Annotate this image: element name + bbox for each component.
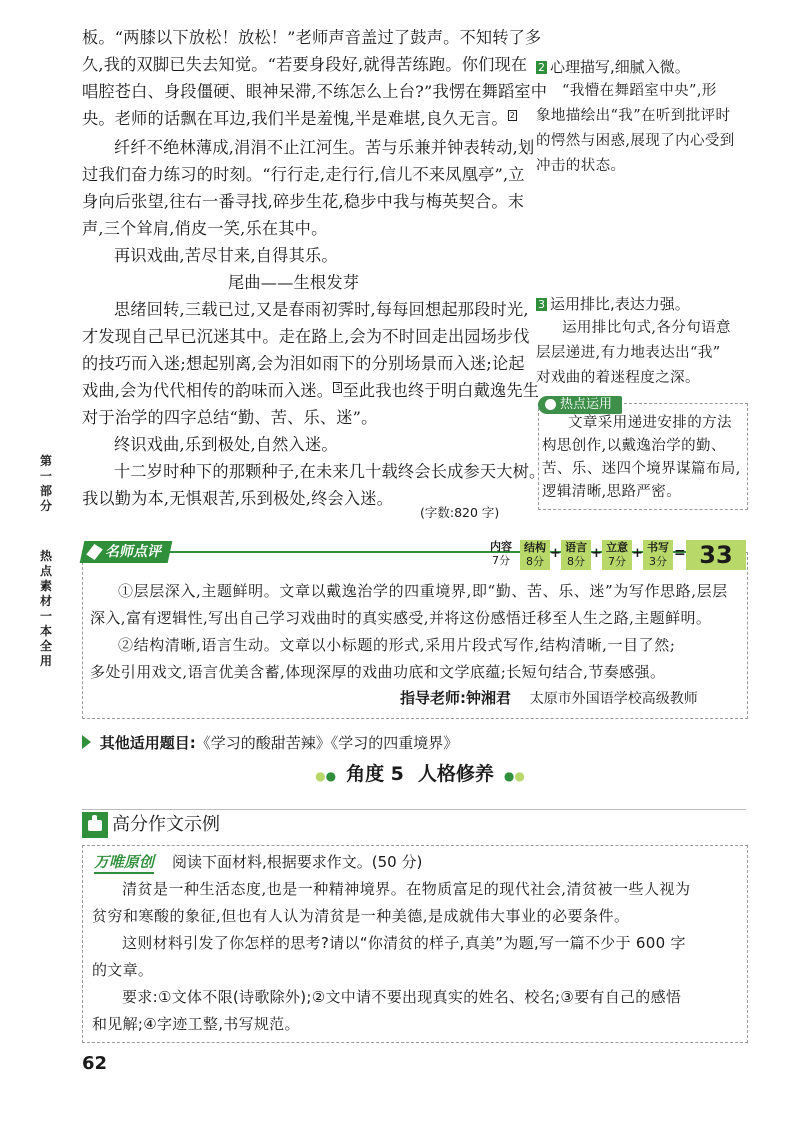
total-score: 33 (699, 541, 733, 569)
annotation-text: 运用排比句式,各分句语意 (562, 320, 731, 336)
score-value: 7分 (608, 555, 626, 568)
plus-sign: + (550, 546, 561, 561)
essay-line: 终识戏曲,乐到极处,自然入迷。 (114, 435, 338, 454)
essay-line: 才发现自己早已沉迷其中。走在路上,会为不时回走出园场步伐 (82, 327, 530, 346)
dot-icon: ● (315, 769, 326, 783)
annotation-3 (536, 295, 756, 391)
annotation-text: 象地描绘出“我”在听到批评时 (536, 108, 731, 124)
review-tag: 名师点评 (80, 541, 173, 563)
score-label: 内容 (490, 540, 512, 553)
annotation-text: 对戏曲的着迷程度之深。 (536, 370, 700, 386)
review-teacher (400, 688, 698, 709)
review-line: ②结构清晰,语言生动。文章以小标题的形式,采用片段式写作,结构清晰,一目了然; (118, 636, 676, 654)
annotation-marker: 3 (335, 383, 341, 392)
section-subtitle: 尾曲——生根发芽 (228, 273, 360, 292)
essay-line: 过我们奋力练习的时刻。“行行走,走行行,信儿不来凤凰亭”,立 (82, 165, 525, 184)
essay-line: 的技巧而入迷;想起别离,会为泪如雨下的分别场景而入迷;论起 (82, 354, 525, 373)
annotation-number: 3 (538, 298, 545, 311)
review-line: ①层层深入,主题鲜明。文章以戴逸治学的四重境界,即“勤、苦、乐、迷”为写作思路,层层 (118, 582, 728, 600)
essay-line: 声,三个耸肩,俏皮一笑,乐在其中。 (82, 219, 328, 238)
prompt-line: 贫穷和寒酸的象征,但也有人认为清贫是一种美德,是成就伟大事业的必要条件。 (92, 907, 630, 925)
angle-heading: ●● 角度 5 人格修养 ●● (315, 763, 525, 785)
other-topics: 其他适用题目:《学习的酸甜苦辣》《学习的四重境界》 (82, 733, 458, 753)
essay-line: 久,我的双脚已失去知觉。“若要身段好,就得苦练跑。你们现在 (82, 55, 528, 74)
essay-line: 身向后张望,往右一番寻找,碎步生花,稳步中我与梅英契合。末 (82, 192, 525, 211)
score-value: 8分 (526, 555, 544, 568)
essay-line: 央。老师的话飘在耳边,我们半是羞愧,半是难堪,良久无言。 2 (82, 109, 516, 128)
plus-sign: + (591, 546, 602, 561)
score-label: 结构 (524, 541, 546, 554)
annotation-text: 层层递进,有力地表达出“我” (536, 345, 721, 361)
score-value: 8分 (567, 555, 585, 568)
essay-line: 对于治学的四字总结“勤、苦、乐、迷”。 (82, 408, 378, 427)
annotation-text: 冲击的状态。 (536, 158, 626, 174)
plus-sign: + (632, 546, 643, 561)
pen-icon (86, 544, 103, 560)
hot-topic-text: 文章采用递进安排的方法 构思创作,以戴逸治学的勤、 苦、乐、迷四个境界谋篇布局, 逻辑清晰,思路严密。 (542, 415, 741, 500)
essay-line: 思绪回转,三载已过,又是春雨初霁时,每每回想起那段时光, (114, 300, 529, 319)
hot-topic-tag: 热点运用 (538, 396, 622, 414)
prompt-line: 清贫是一种生活态度,也是一种精神境界。在物质富足的现代社会,清贫被一些人视为 (122, 880, 691, 898)
lightbulb-icon (545, 399, 556, 410)
review-line: 深入,富有逻辑性,写出自己学习戏曲时的真实感受,并将这份感悟迁移至人生之路,主题鲜明。 (90, 609, 712, 627)
annotation-marker: 2 (509, 111, 516, 120)
essay-line: 再识戏曲,苦尽甘来,自得其乐。 (114, 246, 338, 265)
prompt-line: 这则材料引发了你怎样的思考?请以“你清贫的样子,真美”为题,写一篇不少于 600 字 (122, 934, 686, 952)
score-label: 书写 (647, 541, 669, 554)
dot-icon: ● (503, 769, 515, 783)
equals-sign: = (674, 545, 686, 561)
essay-line: 唱腔苍白、身段僵硬、眼神呆滞,不练怎么上台?”我愣在舞蹈室中 (82, 82, 548, 101)
brand-label: 万唯原创 (94, 852, 154, 874)
prompt-line: 和见解;④字迹工整,书写规范。 (92, 1015, 300, 1033)
annotation-text: 的愕然与困惑,展现了内心受到 (536, 133, 735, 149)
play-arrow-icon (82, 735, 91, 749)
annotation-title: 心理描写,细腻入微。 (550, 58, 690, 76)
essay-line: 戏曲,会为代代相传的韵味而入迷。 3 至此我也终于明白戴逸先生 (82, 381, 540, 400)
annotation-title: 运用排比,表达力强。 (550, 295, 690, 313)
review-line: 多处引用戏文,语言优美含蓄,体现深厚的戏曲功底和文学底蕴;长短句结合,节奏感强。 (90, 663, 666, 681)
prompt-intro: 阅读下面材料,根据要求作文。(50 分) (172, 853, 423, 871)
prompt-line: 要求:①文体不限(诗歌除外);②文中请不要出现真实的姓名、校名;③要有自己的感悟 (122, 988, 682, 1006)
score-value: 3分 (649, 555, 667, 568)
page-number: 62 (82, 1053, 108, 1074)
prompt-line: 的文章。 (92, 961, 154, 979)
sample-label: 高分作文示例 (112, 814, 220, 835)
sample-divider (82, 809, 746, 810)
score-label: 语言 (565, 541, 587, 554)
annotation-2 (536, 58, 756, 179)
dot-icon: ● (514, 769, 525, 783)
essay-line: 板。“两膝以下放松！放松！”老师声音盖过了鼓声。不知转了多 (82, 28, 542, 47)
score-label: 立意 (606, 541, 628, 554)
score-value: 7分 (492, 554, 510, 567)
essay-line: 十二岁时种下的那颗种子,在未来几十载终会长成参天大树。 (114, 462, 546, 481)
annotation-number: 2 (538, 61, 545, 74)
teacher-name: 指导老师:钟湘君 (400, 689, 511, 707)
word-count: (字数:820 字) (420, 505, 500, 520)
dot-icon: ● (325, 769, 337, 783)
essay-line: 我以勤为本,无惧艰苦,乐到极处,终会入迷。 (82, 489, 394, 508)
essay-line: 纤纤不绝林薄成,涓涓不止江河生。苦与乐兼并钟表转动,划 (114, 138, 535, 157)
teacher-school: 太原市外国语学校高级教师 (529, 691, 698, 707)
thumbs-up-icon (82, 812, 108, 838)
annotation-text: “我懵在舞蹈室中央”,形 (562, 83, 717, 99)
